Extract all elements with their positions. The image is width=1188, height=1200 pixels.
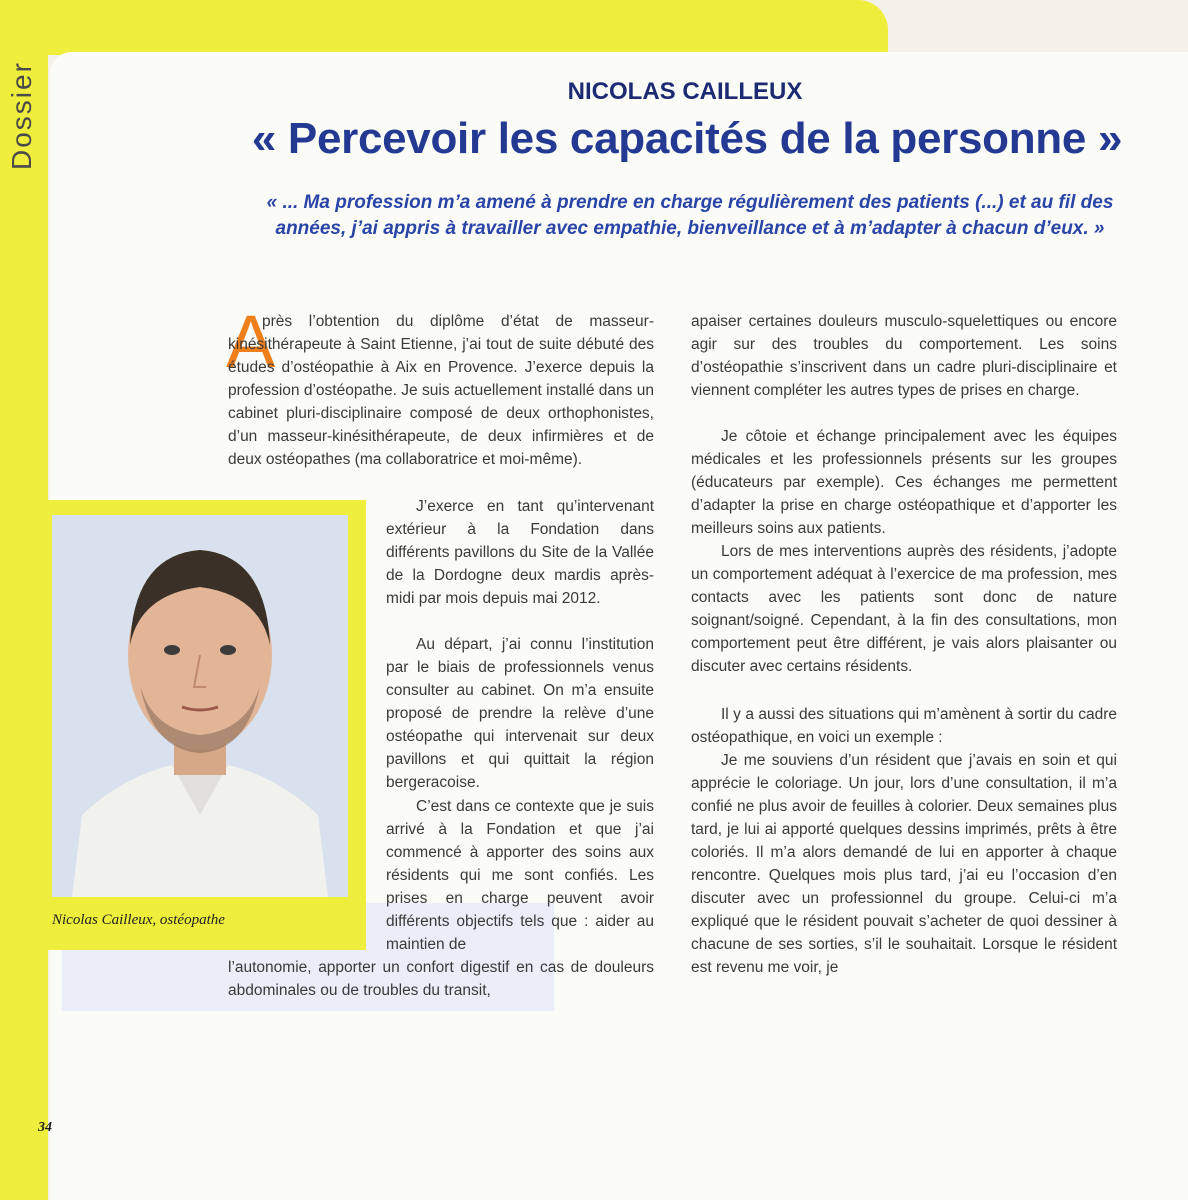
paragraph-1: près l’obtention du diplôme d’état de masseur-kinésithérapeute à Saint Etienne, j’ai tout de suite débuté des études d’ostéopathie à Aix en Provence. J’exerce depuis la profession d’ostéopathe. Je suis actuellement installé dans un cabinet pluri-disciplinaire composé de deux orthophonistes, d’un masseur-kinésithérapeute, de deux infirmières et de deux ostéopathes (ma collaboratrice et moi-même).: [228, 313, 654, 468]
section-label: Dossier: [6, 61, 37, 170]
left-yellow-band: [0, 0, 48, 1200]
page-number: 34: [38, 1120, 52, 1135]
paragraph-6: Je côtoie et échange principalement avec les équipes médicales et les professionnels présents sur les groupes (éducateurs par exemple). Ces échanges me permettent d’adapter la prise en charge ostéopathique et d’apporter les meilleurs soins aux patients.: [691, 428, 1117, 537]
paragraph-2: J’exerce en tant qu’intervenant extérieur à la Fondation dans différents pavillons du Site de la Vallée de la Dordogne deux mardis après-midi par mois depuis mai 2012.: [386, 498, 654, 607]
photo-caption: Nicolas Cailleux, ostéopathe: [52, 912, 225, 928]
paragraph-8: Il y a aussi des situations qui m’amènent à sortir du cadre ostéopathique, en voici un exemple :: [691, 706, 1117, 746]
drop-cap: A: [226, 300, 276, 383]
paragraph-7: Lors de mes interventions auprès des résidents, j’adopte un comportement adéquat à l’exercice de ma profession, mes contacts avec les patients sont donc de nature soignant/soigné. Cependant, à la fin des consultations, mon comportement peut être différent, je vais alors plaisanter ou discuter avec certains résidents.: [691, 543, 1117, 675]
page-title: « Percevoir les capacités de la personne »: [251, 114, 1123, 163]
paragraph-4: C’est dans ce contexte que je suis arrivé à la Fondation et que j’ai commencé à apporter des soins aux résidents qui me sont confiés. Les prises en charge peuvent avoir différents objectifs tels que : aider au maintien de: [386, 798, 654, 953]
author-name: NICOLAS CAILLEUX: [567, 78, 803, 105]
top-yellow-band: [0, 0, 888, 55]
paragraph-4-continued: l’autonomie, apporter un confort digestif en cas de douleurs abdominales ou de troubles du transit,: [228, 959, 654, 999]
paragraph-3: Au départ, j’ai connu l’institution par le biais de professionnels venus consulter au cabinet. On m’a ensuite proposé de prendre la relève d’une ostéopathe qui intervenait sur deux pavillons et qui quittait la région bergeracoise.: [386, 636, 654, 791]
paragraph-5: apaiser certaines douleurs musculo-squelettiques ou encore agir sur des troubles du comportement. Les soins d’ostéopathie s’inscrivent dans un cadre pluri-disciplinaire et viennent compléter les autres types de prises en charge.: [691, 313, 1117, 399]
intro-quote: « ... Ma profession m’a amené à prendre en charge régulièrement des patients (...) et au fil des années, j’ai appris à travailler avec empathie, bienveillance et à m’adapter à chacun d’eux. »: [266, 192, 1114, 239]
portrait-illustration: [52, 515, 348, 897]
paragraph-9: Je me souviens d’un résident que j’avais en soin et qui apprécie le coloriage. Un jour, lors d’une consultation, il m’a confié ne plus avoir de feuilles à colorier. Deux semaines plus tard, je lui ai apporté quelques dessins imprimés, prêts à être coloriés. Il m’a alors demandé de lui en apporter à chaque rencontre. Quelques mois plus tard, j’ai eu l’occasion d’en discuter avec un professionnel du groupe. Celui-ci m’a expliqué que le résident pouvait s’acheter de quoi dessiner à chacune de ses sorties, s’il le souhaitait. Lorsque le résident est revenu me voir, je: [691, 752, 1117, 976]
author-photo: [52, 515, 348, 897]
